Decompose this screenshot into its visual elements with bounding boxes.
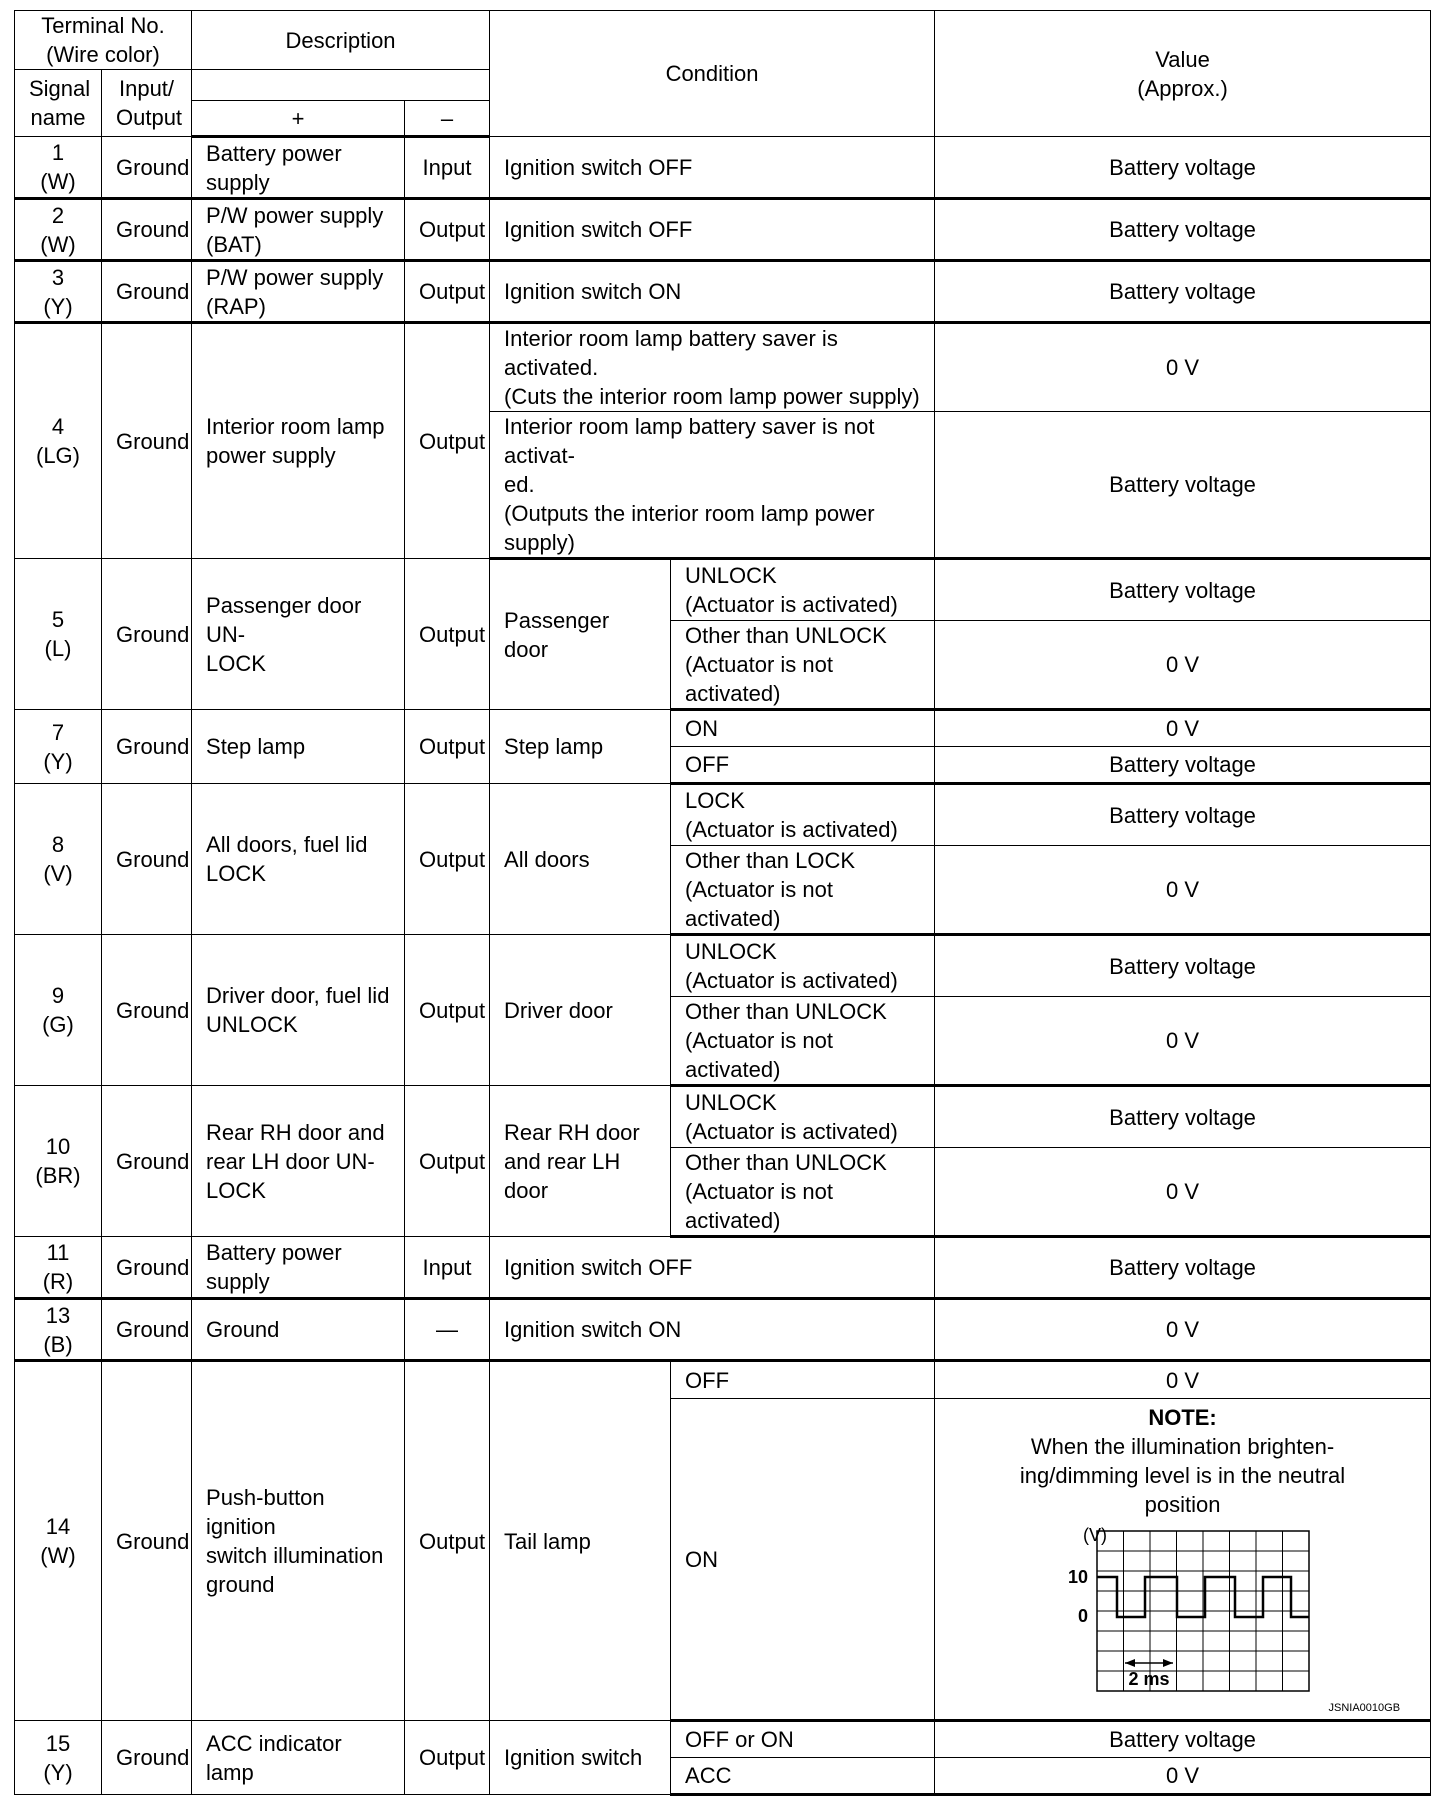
signal-name: Interior room lamp power supply bbox=[192, 323, 405, 559]
condition-cell: Rear RH door and rear LH door bbox=[490, 1086, 671, 1237]
value-cell: 0 V bbox=[935, 323, 1431, 412]
io-cell: Output bbox=[405, 199, 490, 261]
condition-cell: Passenger door bbox=[490, 559, 671, 710]
note-cell bbox=[935, 1399, 1431, 1721]
table-row bbox=[15, 1086, 1431, 1148]
condition-cell: Ignition switch bbox=[490, 1721, 671, 1795]
terminal-number: 14 (W) bbox=[15, 1361, 102, 1721]
signal-name: All doors, fuel lid LOCK bbox=[192, 784, 405, 935]
io-cell: Output bbox=[405, 935, 490, 1086]
terminal-table-wrapper bbox=[14, 10, 1431, 1796]
note-text: When the illumination brighten- ing/dimming level is in the neutral position bbox=[1019, 1434, 1346, 1517]
ground-cell: Ground bbox=[102, 935, 192, 1086]
table-row bbox=[15, 199, 1431, 261]
sub-condition-cell: ON bbox=[671, 1399, 935, 1721]
time-scale-label: 2 ms bbox=[1128, 1669, 1170, 1689]
terminal-number: 2 (W) bbox=[15, 199, 102, 261]
value-cell: Battery voltage bbox=[935, 747, 1431, 784]
signal-name: Passenger door UN- LOCK bbox=[192, 559, 405, 710]
signal-name: Battery power supply bbox=[192, 1237, 405, 1299]
time-arrow-right bbox=[1163, 1659, 1173, 1667]
sub-condition-cell: ACC bbox=[671, 1758, 935, 1795]
sub-condition-cell: OFF bbox=[671, 1361, 935, 1399]
signal-name: Driver door, fuel lid UNLOCK bbox=[192, 935, 405, 1086]
table-row bbox=[15, 710, 1431, 747]
ground-cell: Ground bbox=[102, 784, 192, 935]
header-signal-name: Signal name bbox=[15, 70, 102, 137]
value-cell: 0 V bbox=[935, 1758, 1431, 1795]
value-cell: 0 V bbox=[935, 1299, 1431, 1361]
table-row bbox=[15, 784, 1431, 846]
signal-name: Push-button ignition switch illumination ground bbox=[192, 1361, 405, 1721]
io-cell: Output bbox=[405, 710, 490, 784]
sub-condition-cell: Other than UNLOCK (Actuator is not activated) bbox=[671, 997, 935, 1086]
sub-condition-cell: OFF bbox=[671, 747, 935, 784]
note-box bbox=[949, 1399, 1416, 1719]
sub-condition-cell: UNLOCK (Actuator is activated) bbox=[671, 1086, 935, 1148]
condition-cell: Ignition switch ON bbox=[490, 261, 935, 323]
y-unit-label: (V) bbox=[1082, 1525, 1107, 1545]
table-row bbox=[15, 1299, 1431, 1361]
io-cell: — bbox=[405, 1299, 490, 1361]
signal-name: ACC indicator lamp bbox=[192, 1721, 405, 1795]
table-row bbox=[15, 261, 1431, 323]
terminal-number: 1 (W) bbox=[15, 137, 102, 199]
condition-cell: Ignition switch OFF bbox=[490, 137, 935, 199]
condition-cell: Ignition switch OFF bbox=[490, 1237, 935, 1299]
table-row bbox=[15, 1361, 1431, 1399]
signal-name: P/W power supply (BAT) bbox=[192, 199, 405, 261]
ground-cell: Ground bbox=[102, 1299, 192, 1361]
table-row bbox=[15, 1721, 1431, 1758]
sub-condition-cell: ON bbox=[671, 710, 935, 747]
condition-cell: All doors bbox=[490, 784, 671, 935]
sub-condition-cell: UNLOCK (Actuator is activated) bbox=[671, 935, 935, 997]
io-cell: Input bbox=[405, 1237, 490, 1299]
ground-cell: Ground bbox=[102, 323, 192, 559]
value-cell: Battery voltage bbox=[935, 1721, 1431, 1758]
ground-cell: Ground bbox=[102, 261, 192, 323]
sub-condition-cell: UNLOCK (Actuator is activated) bbox=[671, 559, 935, 621]
table-row bbox=[15, 323, 1431, 412]
note-title: NOTE: bbox=[1148, 1405, 1217, 1430]
sub-condition-cell: Other than LOCK (Actuator is not activated) bbox=[671, 846, 935, 935]
condition-cell: Interior room lamp battery saver is activated. (Cuts the interior room lamp power supply) bbox=[490, 323, 935, 412]
io-cell: Output bbox=[405, 1086, 490, 1237]
condition-cell: Interior room lamp battery saver is not activat- ed. (Outputs the interior room lamp power supply) bbox=[490, 412, 935, 559]
io-cell: Output bbox=[405, 261, 490, 323]
value-cell: 0 V bbox=[935, 1361, 1431, 1399]
terminal-number: 3 (Y) bbox=[15, 261, 102, 323]
io-cell: Output bbox=[405, 559, 490, 710]
sub-condition-cell: Other than UNLOCK (Actuator is not activated) bbox=[671, 621, 935, 710]
table-row bbox=[15, 1237, 1431, 1299]
io-cell: Output bbox=[405, 784, 490, 935]
signal-name: P/W power supply (RAP) bbox=[192, 261, 405, 323]
header-minus: – bbox=[405, 101, 490, 137]
terminal-number: 11 (R) bbox=[15, 1237, 102, 1299]
ground-cell: Ground bbox=[102, 1361, 192, 1721]
terminal-number: 5 (L) bbox=[15, 559, 102, 710]
signal-name: Battery power supply bbox=[192, 137, 405, 199]
value-cell: Battery voltage bbox=[935, 1237, 1431, 1299]
oscilloscope-grid bbox=[1097, 1531, 1309, 1691]
value-cell: Battery voltage bbox=[935, 784, 1431, 846]
signal-name: Rear RH door and rear LH door UN- LOCK bbox=[192, 1086, 405, 1237]
sub-condition-cell: LOCK (Actuator is activated) bbox=[671, 784, 935, 846]
sub-condition-cell: OFF or ON bbox=[671, 1721, 935, 1758]
value-cell: 0 V bbox=[935, 846, 1431, 935]
value-cell: 0 V bbox=[935, 1148, 1431, 1237]
figure-code: JSNIA0010GB bbox=[1328, 1702, 1401, 1714]
header-input-output: Input/ Output bbox=[102, 70, 192, 137]
io-cell: Input bbox=[405, 137, 490, 199]
terminal-table bbox=[14, 10, 1431, 1796]
ground-cell: Ground bbox=[102, 559, 192, 710]
y-tick-10: 10 bbox=[1067, 1567, 1088, 1587]
table-row bbox=[15, 935, 1431, 997]
condition-cell: Tail lamp bbox=[490, 1361, 671, 1721]
io-cell: Output bbox=[405, 1721, 490, 1795]
value-cell: 0 V bbox=[935, 997, 1431, 1086]
pulse-waveform-figure bbox=[1053, 1523, 1313, 1699]
condition-cell: Ignition switch OFF bbox=[490, 199, 935, 261]
value-cell: 0 V bbox=[935, 621, 1431, 710]
header-condition: Condition bbox=[490, 11, 935, 137]
time-arrow-left bbox=[1125, 1659, 1135, 1667]
condition-cell: Driver door bbox=[490, 935, 671, 1086]
value-cell: 0 V bbox=[935, 710, 1431, 747]
table-row bbox=[15, 137, 1431, 199]
value-cell: Battery voltage bbox=[935, 261, 1431, 323]
value-cell: Battery voltage bbox=[935, 559, 1431, 621]
terminal-number: 10 (BR) bbox=[15, 1086, 102, 1237]
value-cell: Battery voltage bbox=[935, 1086, 1431, 1148]
condition-cell: Step lamp bbox=[490, 710, 671, 784]
ground-cell: Ground bbox=[102, 137, 192, 199]
header-terminal: Terminal No. (Wire color) bbox=[15, 11, 192, 70]
terminal-number: 8 (V) bbox=[15, 784, 102, 935]
sub-condition-cell: Other than UNLOCK (Actuator is not activated) bbox=[671, 1148, 935, 1237]
terminal-number: 4 (LG) bbox=[15, 323, 102, 559]
ground-cell: Ground bbox=[102, 1237, 192, 1299]
header-value: Value (Approx.) bbox=[935, 11, 1431, 137]
io-cell: Output bbox=[405, 323, 490, 559]
ground-cell: Ground bbox=[102, 1086, 192, 1237]
value-cell: Battery voltage bbox=[935, 137, 1431, 199]
y-tick-0: 0 bbox=[1077, 1606, 1088, 1626]
ground-cell: Ground bbox=[102, 199, 192, 261]
header-plus: + bbox=[192, 101, 405, 137]
io-cell: Output bbox=[405, 1361, 490, 1721]
signal-name: Step lamp bbox=[192, 710, 405, 784]
value-cell: Battery voltage bbox=[935, 412, 1431, 559]
terminal-number: 7 (Y) bbox=[15, 710, 102, 784]
header-description: Description bbox=[192, 11, 490, 70]
ground-cell: Ground bbox=[102, 1721, 192, 1795]
condition-cell: Ignition switch ON bbox=[490, 1299, 935, 1361]
value-cell: Battery voltage bbox=[935, 935, 1431, 997]
signal-name: Ground bbox=[192, 1299, 405, 1361]
ground-cell: Ground bbox=[102, 710, 192, 784]
terminal-number: 15 (Y) bbox=[15, 1721, 102, 1795]
terminal-number: 9 (G) bbox=[15, 935, 102, 1086]
terminal-number: 13 (B) bbox=[15, 1299, 102, 1361]
value-cell: Battery voltage bbox=[935, 199, 1431, 261]
table-row bbox=[15, 559, 1431, 621]
